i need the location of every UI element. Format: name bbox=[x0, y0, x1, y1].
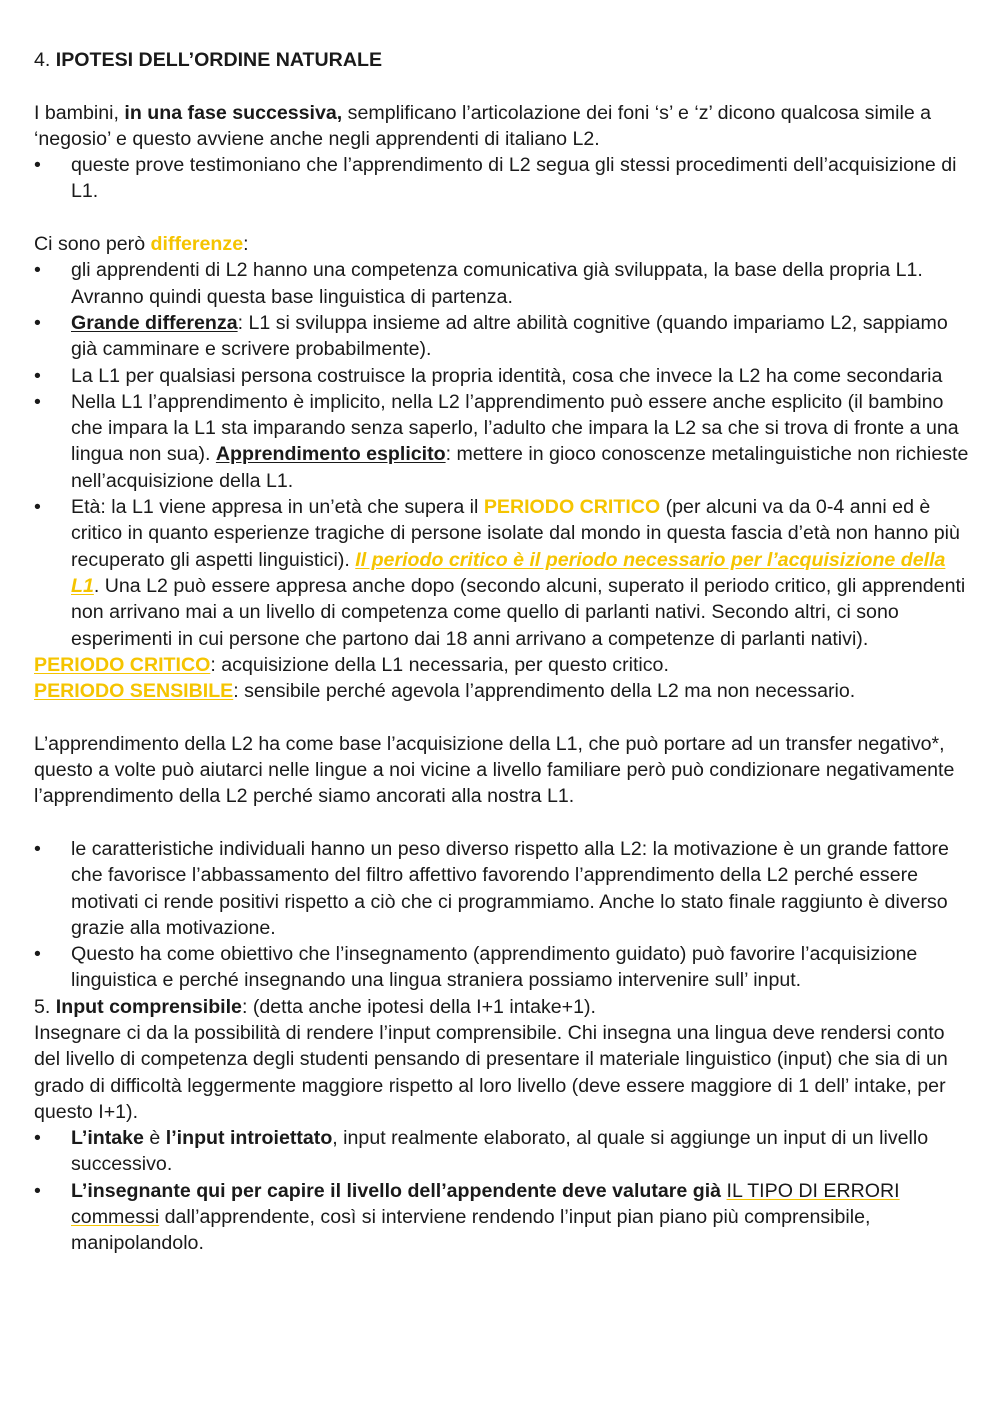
section-5-title: Input comprensibile bbox=[55, 995, 242, 1018]
label-periodo-critico: PERIODO CRITICO bbox=[34, 653, 211, 676]
bullet-dot: • bbox=[34, 311, 41, 334]
paragraph-insegnare: Insegnare ci da la possibilità di rendere l’input comprensibile. Chi insegna una lingua deve rendersi conto del livello di competenza degli studenti pensando di presentare il materiale linguistico (input) che sia di un grado di difficoltà leggermente maggiore rispetto al loro livello (deve essere maggiore di 1 dell’ intake, per questo I+1). bbox=[34, 1021, 948, 1123]
paragraph-bambini: I bambini, in una fase successiva, semplificano l’articolazione dei foni ‘s’ e ‘z’ dicono qualcosa simile a ‘negosio’ e questo avviene anche negli apprendenti di italiano L2. bbox=[34, 101, 932, 150]
section-4-heading: 4. IPOTESI DELL’ORDINE NATURALE bbox=[34, 49, 383, 71]
bullet-item: • queste prove testimoniano che l’apprendimento di L2 segua gli stessi procedimenti dell’acquisizione di L1. bbox=[34, 154, 957, 203]
paragraph-transfer: L’apprendimento della L2 ha come base l’acquisizione della L1, che può portare ad un transfer negativo*, questo a volte può aiutarci nelle lingue a noi vicine a livello familiare però può condizionare negativamente l’apprendimento della L2 perché siamo ancorati alla nostra L1. bbox=[34, 732, 955, 808]
bullet-item: • L’insegnante qui per capire il livello dell’appendente deve valutare già IL TIPO DI ERRORI commessi dall’apprendente, così si interviene rendendo l’input pian piano più comprensibile, manipolandolo. bbox=[34, 1179, 900, 1255]
bullet-dot: • bbox=[34, 364, 41, 387]
bullet-item: • L’intake è l’input introiettato, input realmente elaborato, al quale si aggiunge un input di un livello successivo. bbox=[34, 1127, 929, 1176]
bullet-item: • gli apprendenti di L2 hanno una competenza comunicativa già sviluppata, la base della propria L1. Avranno quindi questa base linguistica di partenza. bbox=[34, 259, 923, 308]
label-periodo-sensibile: PERIODO SENSIBILE bbox=[34, 680, 234, 703]
section-4-title: IPOTESI DELL’ORDINE NATURALE bbox=[55, 49, 383, 71]
bullet-item: • Età: la L1 viene appresa in un’età che supera il PERIODO CRITICO (per alcuni va da 0-4 anni ed è critico in quanto esperienze tragiche di persone isolate dal mondo in questa fascia d’età non hanno più recuperato gli aspetti linguistici). Il periodo critico è il periodo necessario per l’acquisizione della L1. Una L2 può essere appresa anche dopo (secondo alcuni, superato il periodo critico, gli apprendenti non arrivano mai a un livello di competenza come quello di parlanti nativi. Secondo altri, ci sono esperimenti in cui persone che partono dai 18 anni arrivano a competenze di parlanti nativi). bbox=[34, 496, 966, 650]
bullet-item: • Questo ha come obiettivo che l’insegnamento (apprendimento guidato) può favorire l’acquisizione linguistica e perché insegnando una lingua straniera possiamo intervenire sull’ input. bbox=[34, 943, 918, 992]
highlight-tipo-errori: IL TIPO DI ERRORI commessi bbox=[71, 1179, 900, 1229]
periodo-critico-line: PERIODO CRITICO: acquisizione della L1 necessaria, per questo critico. bbox=[34, 653, 669, 676]
bullet-item: • le caratteristiche individuali hanno un peso diverso rispetto alla L2: la motivazione è un grande fattore che favorisce l’abbassamento del filtro affettivo favorendo l’apprendimento della L2 perché essere motivati ci rende positivi rispetto a ciò che ci programmiamo. Anche lo stato finale raggiunto è diverso grazie alla motivazione. bbox=[34, 837, 949, 939]
grande-differenza: Grande differenza bbox=[71, 311, 238, 334]
bullet-item: • Grande differenza: L1 si sviluppa insieme ad altre abilità cognitive (quando impariamo L2, sappiamo già camminare e scrivere probabilmente). bbox=[34, 311, 948, 361]
bullet-item: • La L1 per qualsiasi persona costruisce la propria identità, cosa che invece la L2 ha come secondaria bbox=[34, 363, 972, 389]
bullet-dot: • bbox=[34, 496, 41, 519]
apprendimento-esplicito: Apprendimento esplicito bbox=[215, 443, 446, 466]
bullet-dot: • bbox=[34, 1127, 41, 1150]
section-5-heading: 5. Input comprensibile: (detta anche ipotesi della I+1 intake+1). bbox=[34, 995, 596, 1018]
bullet-item: • Nella L1 l’apprendimento è implicito, nella L2 l’apprendimento può essere anche esplicito (il bambino che impara la L1 sta imparando senza saperlo, l’adulto che impara la L2 sa che si trova di fronte a una lingua non sua). Apprendimento esplicito: mettere in gioco conoscenze metalinguistiche non richieste nell’acquisizione della L1. bbox=[34, 390, 969, 492]
bullet-dot: • bbox=[34, 1179, 41, 1202]
bullet-dot: • bbox=[34, 837, 41, 860]
periodo-sensibile-line: PERIODO SENSIBILE: sensibile perché agevola l’apprendimento della L2 ma non necessario. bbox=[34, 680, 856, 703]
highlight-periodo-critico: PERIODO CRITICO bbox=[483, 496, 661, 519]
bullet-dot: • bbox=[34, 390, 41, 413]
bullet-dot: • bbox=[34, 259, 41, 282]
differences-intro: Ci sono però differenze: bbox=[34, 233, 249, 256]
bullet-dot: • bbox=[34, 154, 41, 177]
highlight-differenze: differenze bbox=[150, 233, 244, 256]
bullet-dot: • bbox=[34, 943, 41, 966]
highlight-definition: Il periodo critico è il periodo necessario per l’acquisizione della L1 bbox=[71, 548, 946, 597]
